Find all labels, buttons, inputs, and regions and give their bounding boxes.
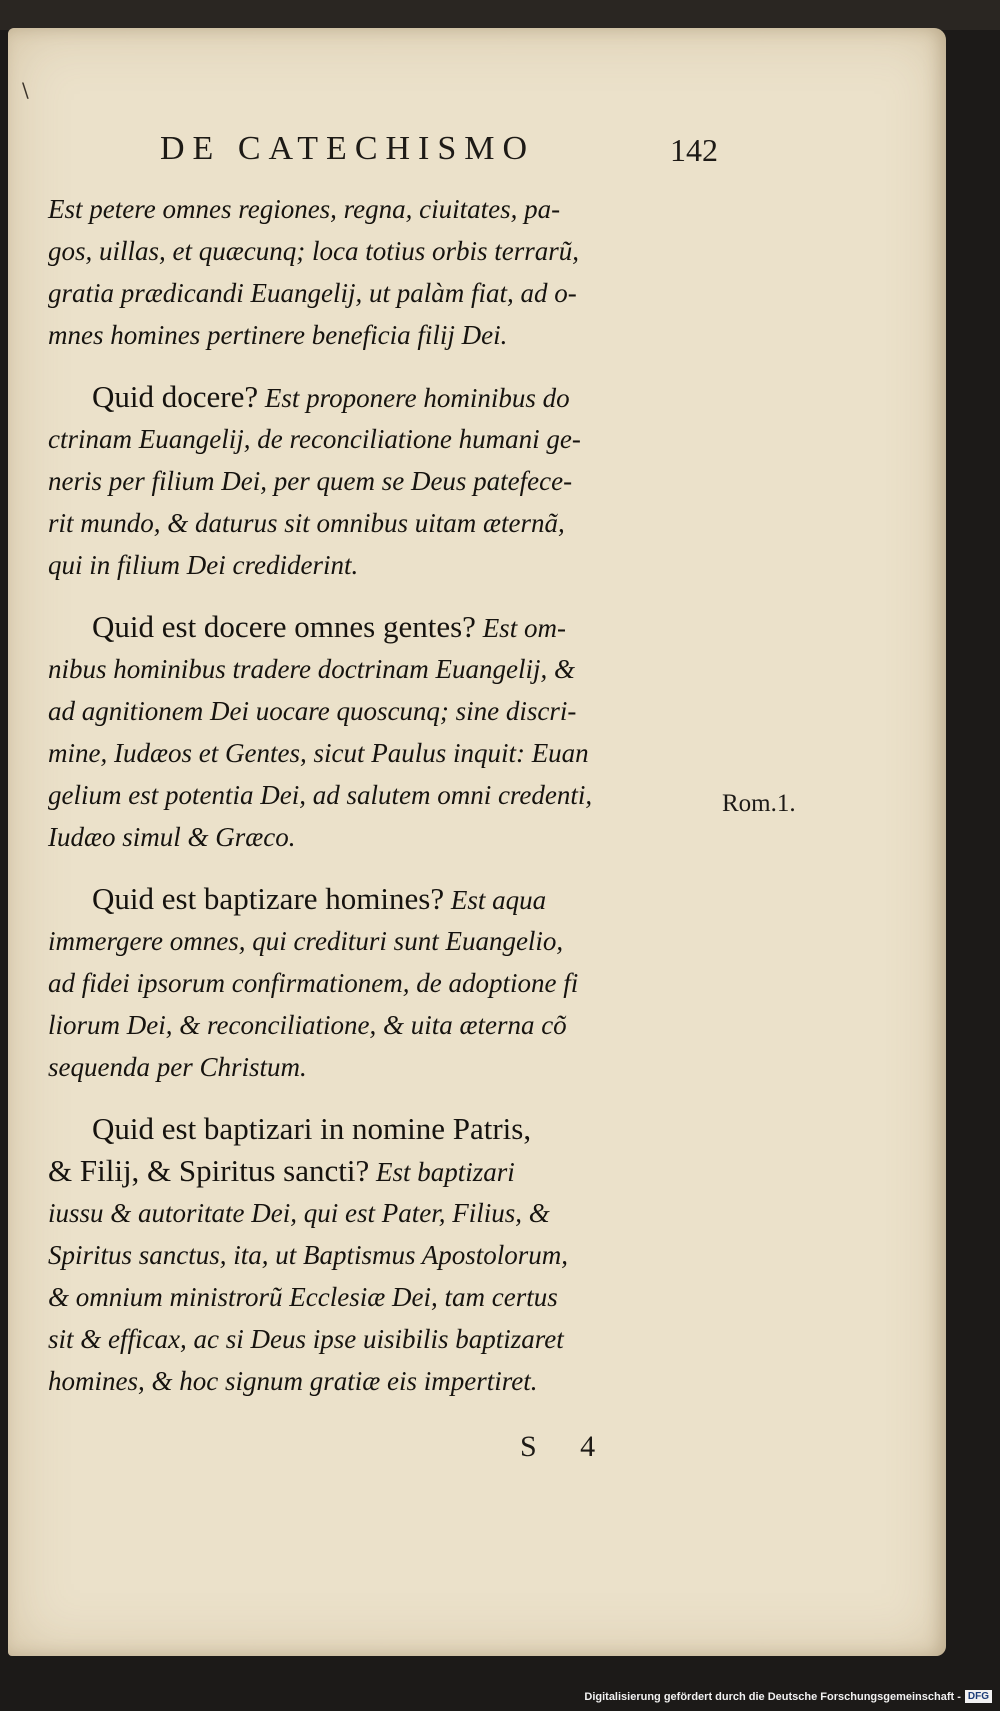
text-line: homines, & hoc signum gratiæ eis impertiret. [48,1366,538,1396]
text-line: nibus hominibus tradere doctrinam Euangelij, & [48,654,575,684]
text-line: liorum Dei, & reconciliatione, & uita æterna cõ [48,1010,567,1040]
answer-text: Est aqua [444,885,547,915]
question-text: Quid docere? [92,379,259,414]
text-line: rit mundo, & daturus sit omnibus uitam æternã, [48,508,565,538]
running-head: DE CATECHISMO [160,130,536,167]
text-line: gratia prædicandi Euangelij, ut palàm fiat, ad o- [48,278,577,308]
text-line [48,878,728,920]
credit-text: Digitalisierung gefördert durch die Deutsche Forschungsgemeinschaft - [584,1690,961,1703]
question-text: Quid est baptizare homines? [92,881,445,916]
answer-text: Est proponere hominibus do [258,383,570,413]
text-line [48,1150,728,1192]
text-line: gos, uillas, et quæcunq; loca totius orbis terrarũ, [48,236,580,266]
text-line: ctrinam Euangelij, de reconciliatione humani ge- [48,424,581,454]
text-line: Spiritus sanctus, ita, ut Baptismus Apostolorum, [48,1240,569,1270]
text-line [48,376,728,418]
text-line: sequenda per Christum. [48,1052,307,1082]
question-text: Quid est baptizari in nomine Patris, [92,1111,532,1146]
paragraph [48,606,728,858]
answer-text: Est om- [475,613,566,643]
paragraph [48,1108,728,1402]
text-line: neris per filium Dei, per quem se Deus patefece- [48,466,573,496]
edge-mark: \ [22,78,29,102]
margin-note: Rom.1. [722,790,796,817]
text-line: ad agnitionem Dei uocare quoscunq; sine discri- [48,696,577,726]
text-line: gelium est potentia Dei, ad salutem omni credenti, [48,780,593,810]
text-line [48,1108,728,1150]
answer-text: Est baptizari [369,1157,515,1187]
text-line: mnes homines pertinere beneficia filij Dei. [48,320,508,350]
signature-mark: S 4 [520,1430,614,1463]
text-line: immergere omnes, qui credituri sunt Euangelio, [48,926,564,956]
scan-background [0,0,1000,30]
question-text: Quid est docere omnes gentes? [92,609,476,644]
text-line: ad fidei ipsorum confirmationem, de adoptione fi [48,968,579,998]
text-line: sit & efficax, ac si Deus ipse uisibilis baptizaret [48,1324,564,1354]
dfg-logo: DFG [965,1690,992,1703]
text-line: Est petere omnes regiones, regna, ciuitates, pa- [48,194,561,224]
text-line: mine, Iudæos et Gentes, sicut Paulus inquit: Euan [48,738,589,768]
paragraph [48,878,728,1088]
text-line: iussu & autoritate Dei, qui est Pater, Filius, & [48,1198,550,1228]
paragraph [48,188,728,356]
digitization-credit [584,1690,992,1703]
text-block [48,188,728,1422]
text-line: & omnium ministrorũ Ecclesiæ Dei, tam certus [48,1282,558,1312]
text-line: Iudæo simul & Græco. [48,822,296,852]
question-text: & Filij, & Spiritus sancti? [48,1153,370,1188]
page-number: 142 [670,132,718,168]
text-line: qui in filium Dei crediderint. [48,550,359,580]
paragraph [48,376,728,586]
text-line [48,606,728,648]
